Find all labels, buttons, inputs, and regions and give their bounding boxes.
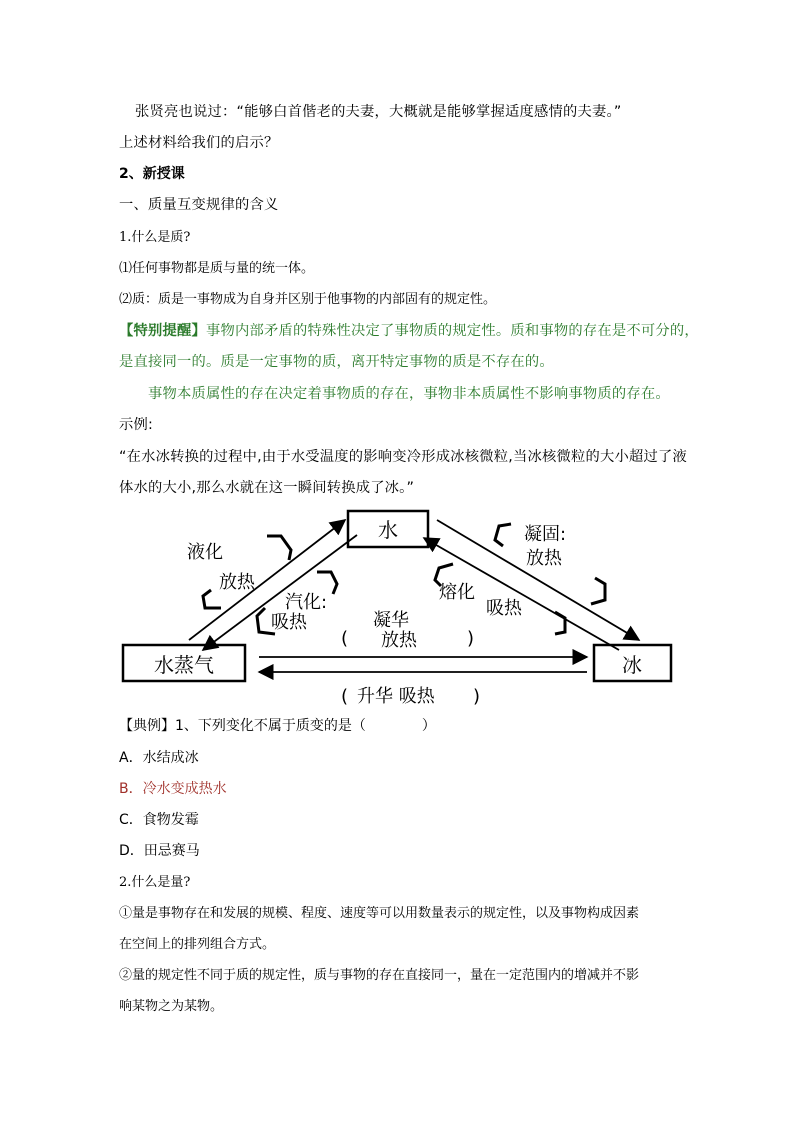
melt-bracket-bottom — [555, 612, 565, 634]
exercise-stem: 【典例】1、下列变化不属于质变的是（ — [119, 718, 366, 734]
water-label: 水 — [378, 518, 398, 542]
solidify-bracket-bottom — [591, 578, 605, 604]
exercise-question — [119, 716, 436, 736]
reminder-text-1: 事物内部矛盾的特殊性决定了事物质的规定性。质和事物的存在是不可分的， — [205, 323, 699, 339]
sublime-label: 升华 吸热 — [357, 686, 435, 707]
exercise-stem-close: ） — [421, 718, 436, 734]
question-2-item-1-line-1: ①量是事物存在和发展的规模、程度、速度等可以用数量表示的规定性，以及事物构成因素 — [119, 906, 640, 921]
option-b: B．冷水变成热水 — [119, 781, 227, 797]
deposit-label: 凝华 — [373, 610, 409, 631]
liquefy-label: 液化 — [187, 542, 223, 563]
section-heading: 2、新授课 — [119, 166, 185, 182]
question-2-item-2-line-1: ②量的规定性不同于质的规定性，质与事物的存在直接同一，量在一定范围内的增减并不影 — [119, 968, 640, 983]
question-2-item-1-line-2: 在空间上的排列组合方式。 — [119, 937, 276, 952]
vapor-label: 水蒸气 — [154, 653, 214, 677]
melt-heat-label: 吸热 — [486, 598, 522, 619]
liquefy-bracket-top — [267, 536, 291, 560]
example-label: 示例: — [119, 417, 154, 433]
deposit-paren-close: ) — [467, 628, 475, 649]
solidify-heat-label: 放热 — [526, 548, 562, 569]
reminder-line-3: 事物本质属性的存在决定着事物质的存在，事物非本质属性不影响事物质的存在。 — [148, 386, 670, 402]
option-c: C．食物发霉 — [119, 812, 199, 828]
intro-quote: 张贤亮也说过：“能够白首偕老的夫妻，大概就是能够掌握适度感情的夫妻。” — [135, 104, 622, 120]
example-line-2: 体水的大小,那么水就在这一瞬间转换成了冰。” — [119, 480, 415, 496]
liquefy-heat-label: 放热 — [219, 572, 255, 593]
question-1-item-2: ⑵质：质是一事物成为自身并区别于他事物的内部固有的规定性。 — [119, 292, 497, 307]
reminder-line-1 — [119, 321, 699, 341]
melt-label: 熔化 — [439, 582, 475, 603]
liquefy-arrow — [189, 520, 345, 640]
solidify-bracket-top — [495, 524, 511, 546]
deposit-paren-open: ( — [341, 628, 349, 649]
reminder-line-2: 是直接同一的。质是一定事物的质，离开特定事物的质是不存在的。 — [119, 354, 554, 370]
vaporize-heat-label: 吸热 — [271, 612, 307, 633]
question-2-title: 2.什么是量? — [119, 875, 191, 890]
question-1-item-1: ⑴任何事物都是质与量的统一体。 — [119, 261, 315, 276]
ice-label: 冰 — [622, 653, 642, 677]
option-d: D．田忌赛马 — [119, 843, 200, 859]
sublime-paren-open: ( — [341, 686, 349, 707]
option-a: A．水结成冰 — [119, 750, 199, 766]
part-heading: 一、质量互变规律的含义 — [119, 197, 279, 213]
question-1-title: 1.什么是质? — [119, 230, 191, 245]
question-2-item-2-line-2: 响某物之为某物。 — [119, 999, 224, 1014]
solidify-label: 凝固: — [524, 524, 567, 545]
example-line-1: “在水冰转换的过程中,由于水受温度的影响变冷形成冰核微粒,当冰核微粒的大小超过了液 — [119, 449, 687, 465]
intro-question: 上述材料给我们的启示？ — [119, 135, 279, 151]
sublime-paren-close: ) — [473, 686, 481, 707]
vaporize-bracket-top — [317, 572, 337, 594]
reminder-tag: 【特别提醒】 — [119, 323, 206, 339]
phase-change-diagram — [119, 500, 679, 712]
vaporize-label: 汽化: — [285, 592, 328, 613]
deposit-heat-label: 放热 — [381, 630, 417, 651]
